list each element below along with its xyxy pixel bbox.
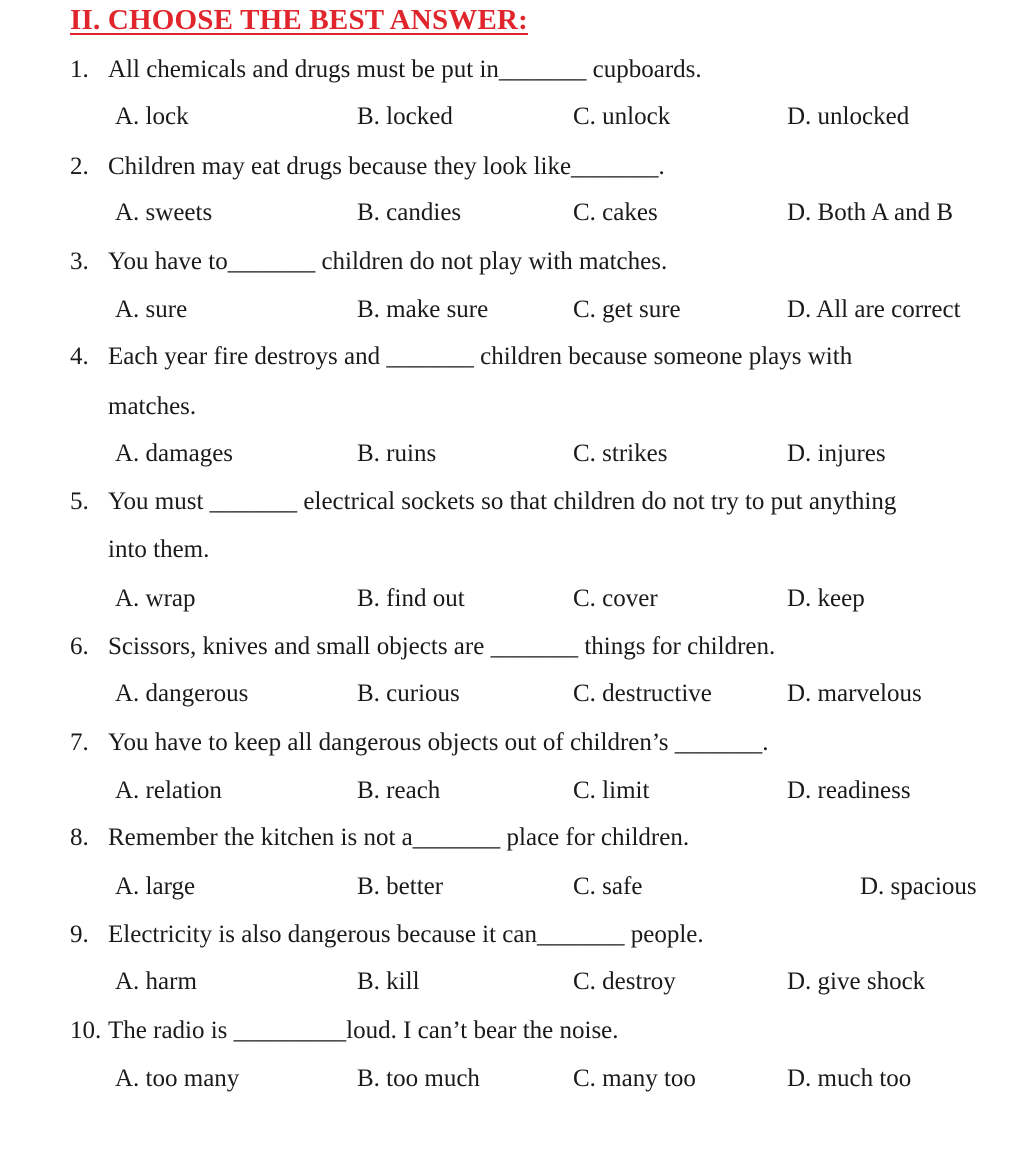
q4-option-d[interactable]: D. injures xyxy=(787,440,886,467)
q9-option-b[interactable]: B. kill xyxy=(357,968,420,995)
q6-option-d[interactable]: D. marvelous xyxy=(787,680,922,707)
q4-option-c[interactable]: C. strikes xyxy=(573,440,668,467)
question-stem: The radio is _________loud. I can’t bear the noise. xyxy=(108,1017,619,1044)
question-2 xyxy=(70,152,665,182)
question-stem: Children may eat drugs because they look like_______. xyxy=(108,153,665,180)
q8-option-a[interactable]: A. large xyxy=(115,873,196,900)
question-number: 7. xyxy=(70,729,89,756)
q1-option-c[interactable]: C. unlock xyxy=(573,103,671,130)
q9-option-d[interactable]: D. give shock xyxy=(787,968,926,995)
question-4 xyxy=(70,342,852,372)
question-number: 9. xyxy=(70,921,89,948)
q1-option-d[interactable]: D. unlocked xyxy=(787,103,910,130)
q8-option-c[interactable]: C. safe xyxy=(573,873,643,900)
q10-option-d[interactable]: D. much too xyxy=(787,1065,912,1092)
question-7 xyxy=(70,728,769,758)
q4-option-b[interactable]: B. ruins xyxy=(357,440,437,467)
q4-option-a[interactable]: A. damages xyxy=(115,440,234,467)
question-number: 2. xyxy=(70,153,89,180)
question-number: 3. xyxy=(70,248,89,275)
question-3 xyxy=(70,247,667,277)
q5-option-d[interactable]: D. keep xyxy=(787,585,865,612)
q2-option-c[interactable]: C. cakes xyxy=(573,199,658,226)
q6-option-a[interactable]: A. dangerous xyxy=(115,680,249,707)
question-stem: Scissors, knives and small objects are _______ things for children. xyxy=(108,633,776,660)
question-10 xyxy=(70,1016,619,1046)
q9-option-a[interactable]: A. harm xyxy=(115,968,197,995)
question-stem: Electricity is also dangerous because it can_______ people. xyxy=(108,921,704,948)
question-number: 6. xyxy=(70,633,89,660)
q6-option-c[interactable]: C. destructive xyxy=(573,680,712,707)
question-number: 1. xyxy=(70,56,89,83)
question-5 xyxy=(70,487,896,517)
question-5-continuation: into them. xyxy=(108,536,210,563)
q8-option-d[interactable]: D. spacious xyxy=(860,873,977,900)
question-4-continuation: matches. xyxy=(108,393,197,420)
q9-option-c[interactable]: C. destroy xyxy=(573,968,676,995)
question-number: 10. xyxy=(70,1017,102,1044)
question-stem: Remember the kitchen is not a_______ place for children. xyxy=(108,824,690,851)
section-heading: II. CHOOSE THE BEST ANSWER: xyxy=(70,4,529,36)
q10-option-a[interactable]: A. too many xyxy=(115,1065,240,1092)
q8-option-b[interactable]: B. better xyxy=(357,873,444,900)
q10-option-b[interactable]: B. too much xyxy=(357,1065,480,1092)
q3-option-a[interactable]: A. sure xyxy=(115,296,188,323)
q3-option-d[interactable]: D. All are correct xyxy=(787,296,961,323)
q1-option-b[interactable]: B. locked xyxy=(357,103,453,130)
question-8 xyxy=(70,823,689,853)
q3-option-c[interactable]: C. get sure xyxy=(573,296,681,323)
question-stem: All chemicals and drugs must be put in_______ cupboards. xyxy=(108,56,702,83)
question-number: 8. xyxy=(70,824,89,851)
q5-option-a[interactable]: A. wrap xyxy=(115,585,196,612)
q3-option-b[interactable]: B. make sure xyxy=(357,296,489,323)
question-number: 4. xyxy=(70,343,89,370)
question-9 xyxy=(70,920,704,950)
q1-option-a[interactable]: A. lock xyxy=(115,103,189,130)
q5-option-b[interactable]: B. find out xyxy=(357,585,465,612)
q6-option-b[interactable]: B. curious xyxy=(357,680,460,707)
question-1 xyxy=(70,55,702,85)
q5-option-c[interactable]: C. cover xyxy=(573,585,658,612)
question-stem: You have to_______ children do not play with matches. xyxy=(108,248,668,275)
q2-option-a[interactable]: A. sweets xyxy=(115,199,213,226)
question-6 xyxy=(70,632,775,662)
q7-option-d[interactable]: D. readiness xyxy=(787,777,911,804)
q7-option-c[interactable]: C. limit xyxy=(573,777,650,804)
question-number: 5. xyxy=(70,488,89,515)
q10-option-c[interactable]: C. many too xyxy=(573,1065,696,1092)
question-stem: You have to keep all dangerous objects out of children’s _______. xyxy=(108,729,769,756)
q2-option-d[interactable]: D. Both A and B xyxy=(787,199,953,226)
q7-option-a[interactable]: A. relation xyxy=(115,777,222,804)
q7-option-b[interactable]: B. reach xyxy=(357,777,441,804)
q2-option-b[interactable]: B. candies xyxy=(357,199,462,226)
question-stem: You must _______ electrical sockets so that children do not try to put anything xyxy=(108,488,897,515)
question-stem: Each year fire destroys and _______ children because someone plays with xyxy=(108,343,853,370)
